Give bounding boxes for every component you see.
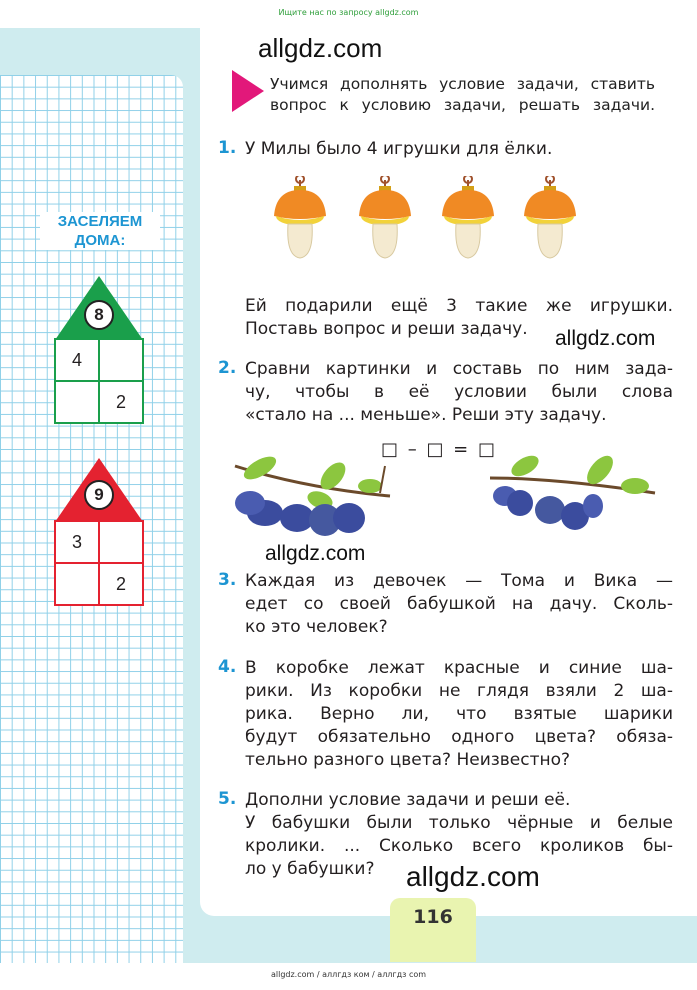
task-number: 3. [218,570,237,590]
equation-template: □ – □ = □ [381,439,497,460]
task-line: У бабушки были только чёрные и белые [245,813,673,833]
watermark: allgdz.com [555,327,656,350]
house-cell [55,563,99,605]
task-line: Ей подарили ещё 3 такие же игрушки. [245,296,673,316]
triangle-marker-icon [232,70,264,112]
task-line: Каждая из девочек — Тома и Вика — [245,571,673,591]
task-line: рики. Из коробки не глядя взяли 2 ша- [245,681,673,701]
task-line: Сравни картинки и составь по ним зада- [245,359,673,379]
top-link[interactable]: Ищите нас по запросу allgdz.com [278,8,419,17]
task-line: Дополни условие задачи и реши её. [245,790,571,810]
watermark: allgdz.com [406,861,540,892]
task-line: Поставь вопрос и реши задачу. [245,319,528,339]
task-text [245,570,673,639]
task-line: чу, чтобы в её условии были слова [245,382,673,402]
watermark: allgdz.com [265,542,366,565]
task-line: ло у бабушки? [245,859,375,879]
bottom-link[interactable]: allgdz.com / аллгдз ком / аллгдз com [270,970,427,979]
task-line: едет со своей бабушкой на дачу. Сколь- [245,594,673,614]
task-line: тельно разного цвета? Неизвестно? [245,750,571,770]
house-cell: 4 [55,339,99,381]
task-number: 4. [218,657,237,677]
task-line: ко это человек? [245,617,388,637]
house-cell [99,339,143,381]
task-line: «стало на ... меньше». Реши эту задачу. [245,405,607,425]
task-number: 2. [218,358,237,378]
page-number: 116 [390,898,476,962]
sidebar-title-line2: ДОМА: [74,232,126,249]
task-number: 5. [218,789,237,809]
house-number: 8 [84,300,114,330]
task-text [245,138,673,161]
house-cell: 2 [99,381,143,423]
sidebar-title-line1: ЗАСЕЛЯЕМ [57,213,143,230]
plum-branch-left [235,452,390,536]
task-line: В коробке лежат красные и синие ша- [245,658,673,678]
task-line: рика. Верно ли, что взятые шарики [245,704,673,724]
house-cell: 2 [99,563,143,605]
plum-branch-right [490,451,655,530]
house-cell [55,381,99,423]
task-text [245,789,673,881]
task-text [245,295,673,341]
house-table-red [54,520,144,606]
house-number: 9 [84,480,114,510]
house-table-green [54,338,144,424]
task-line: У Милы было 4 игрушки для ёлки. [245,139,553,159]
task-line: будут обязательно одного цвета? обяза- [245,727,673,747]
house-cell [99,521,143,563]
mushroom-ornaments-illustration [270,176,590,266]
watermark: allgdz.com [258,33,383,63]
task-line: кролики. ... Сколько всего кроликов бы- [245,836,673,856]
lesson-goal-line1: Учимся дополнять условие задачи, ставить [270,75,655,93]
lesson-goal-line2: вопрос к условию задачи, решать задачи. [270,96,655,114]
task-number: 1. [218,138,237,158]
plum-branches-illustration [215,448,660,540]
task-text [245,657,673,772]
sidebar-title [40,212,160,250]
lesson-goal [270,74,655,116]
house-cell: 3 [55,521,99,563]
task-text [245,358,673,427]
